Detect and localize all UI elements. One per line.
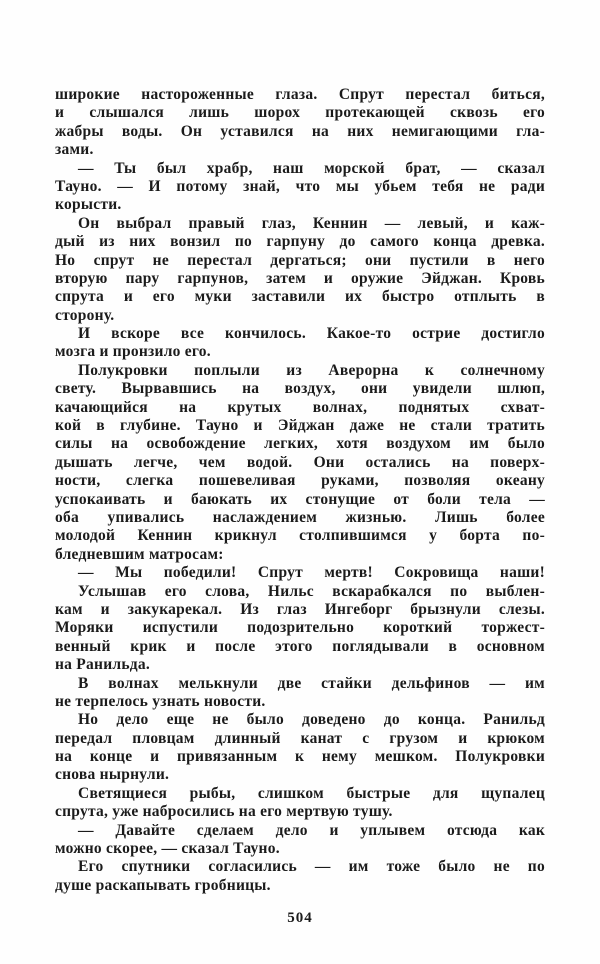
text-line: — Давайте сделаем дело и уплывем отсюда как: [78, 821, 545, 839]
paragraph: [55, 160, 545, 215]
paragraph: [55, 325, 545, 362]
text-line: силы на освобождение легких, хотя воздухом им было: [55, 435, 545, 453]
text-line: Тауно. — И потому знай, что мы убьем тебя не ради: [55, 177, 545, 195]
text-line: можно скорее, — сказал Тауно.: [55, 840, 280, 858]
text-block: [55, 86, 545, 927]
text-line: душе раскапывать гробницы.: [55, 876, 271, 894]
text-line: молодой Кеннин крикнул столпившимся у борта по-: [55, 527, 545, 545]
text-line: Светящиеся рыбы, слишком быстрые для щупалец: [78, 784, 545, 802]
text-line: не терпелось узнать новости.: [55, 692, 266, 710]
text-line: дышать легче, чем водой. Они остались на поверх-: [55, 453, 545, 471]
text-line: Услышав его слова, Нильс вскарабкался по выблен-: [78, 582, 545, 600]
paragraph: [55, 86, 545, 160]
text-line: на Ранильда.: [55, 656, 150, 674]
text-line: Полукровки поплыли из Аверорна к солнечному: [78, 361, 545, 379]
paragraph: [55, 785, 545, 822]
paragraph: [55, 858, 545, 895]
text-line: зами.: [55, 141, 94, 159]
text-line: на конце и привязанным к нему мешком. Полукровки: [55, 748, 545, 766]
paragraph: [55, 583, 545, 675]
text-line: качающийся на крутых волнах, поднятых схват-: [55, 398, 545, 416]
text-line: венный крик и после этого поглядывали в основном: [55, 637, 545, 655]
text-line: спрута, уже набросились на его мертвую тушу.: [55, 803, 393, 821]
text-line: и слышался лишь шорох протекающей сквозь его: [55, 104, 545, 122]
text-line: успокаивать и баюкать их стонущие от боли тела —: [55, 490, 545, 508]
text-line: оба упивались наслаждением жизнью. Лишь более: [55, 508, 545, 526]
text-line: Но спрут не перестал дергаться; они пустили в него: [55, 251, 545, 269]
text-line: дый из них вонзил по гарпуну до самого конца древка.: [55, 233, 545, 251]
paragraph: [55, 822, 545, 859]
paragraph: [55, 711, 545, 785]
text-line: И вскоре все кончилось. Какое-то острие достигло: [78, 325, 545, 343]
paragraph: [55, 564, 545, 582]
text-line: спрута и его муки заставили их быстро отплыть в: [55, 288, 545, 306]
text-line: бледневшим матросам:: [55, 545, 224, 563]
text-line: ности, слегка пошевеливая руками, позволяя океану: [55, 472, 545, 490]
text-line: передал пловцам длинный канат с грузом и крюком: [55, 729, 545, 747]
text-line: корысти.: [55, 196, 122, 214]
text-line: — Мы победили! Спрут мертв! Сокровища наши!: [78, 564, 545, 582]
text-line: Он выбрал правый глаз, Кеннин — левый, и каж-: [78, 214, 545, 232]
page-number: 504: [287, 910, 313, 927]
text-line: вторую пару гарпунов, затем и оружие Эйджан. Кровь: [55, 269, 545, 287]
text-line: — Ты был храбр, наш морской брат, — сказал: [78, 159, 545, 177]
paragraph: [55, 675, 545, 712]
text-line: В волнах мелькнули две стайки дельфинов — им: [78, 674, 545, 692]
paragraph: [55, 215, 545, 325]
text-line: сторону.: [55, 306, 115, 324]
text-line: снова нырнули.: [55, 766, 170, 784]
paragraph: [55, 362, 545, 564]
text-line: кой в глубине. Тауно и Эйджан даже не стали тратить: [55, 417, 545, 435]
text-line: мозга и пронзило его.: [55, 343, 211, 361]
text-line: широкие настороженные глаза. Спрут перестал биться,: [55, 86, 545, 103]
text-line: Моряки испустили подозрительно короткий торжест-: [55, 619, 545, 637]
text-line: свету. Вырвавшись на воздух, они увидели шлюп,: [55, 380, 545, 398]
text-line: кам и закукарекал. Из глаз Ингеборг брызнули слезы.: [55, 600, 545, 618]
text-line: жабры воды. Он уставился на них немигающими гла-: [55, 122, 545, 140]
text-line: Его спутники согласились — им тоже было не по: [78, 858, 545, 876]
text-line: Но дело еще не было доведено до конца. Ранильд: [78, 711, 545, 729]
